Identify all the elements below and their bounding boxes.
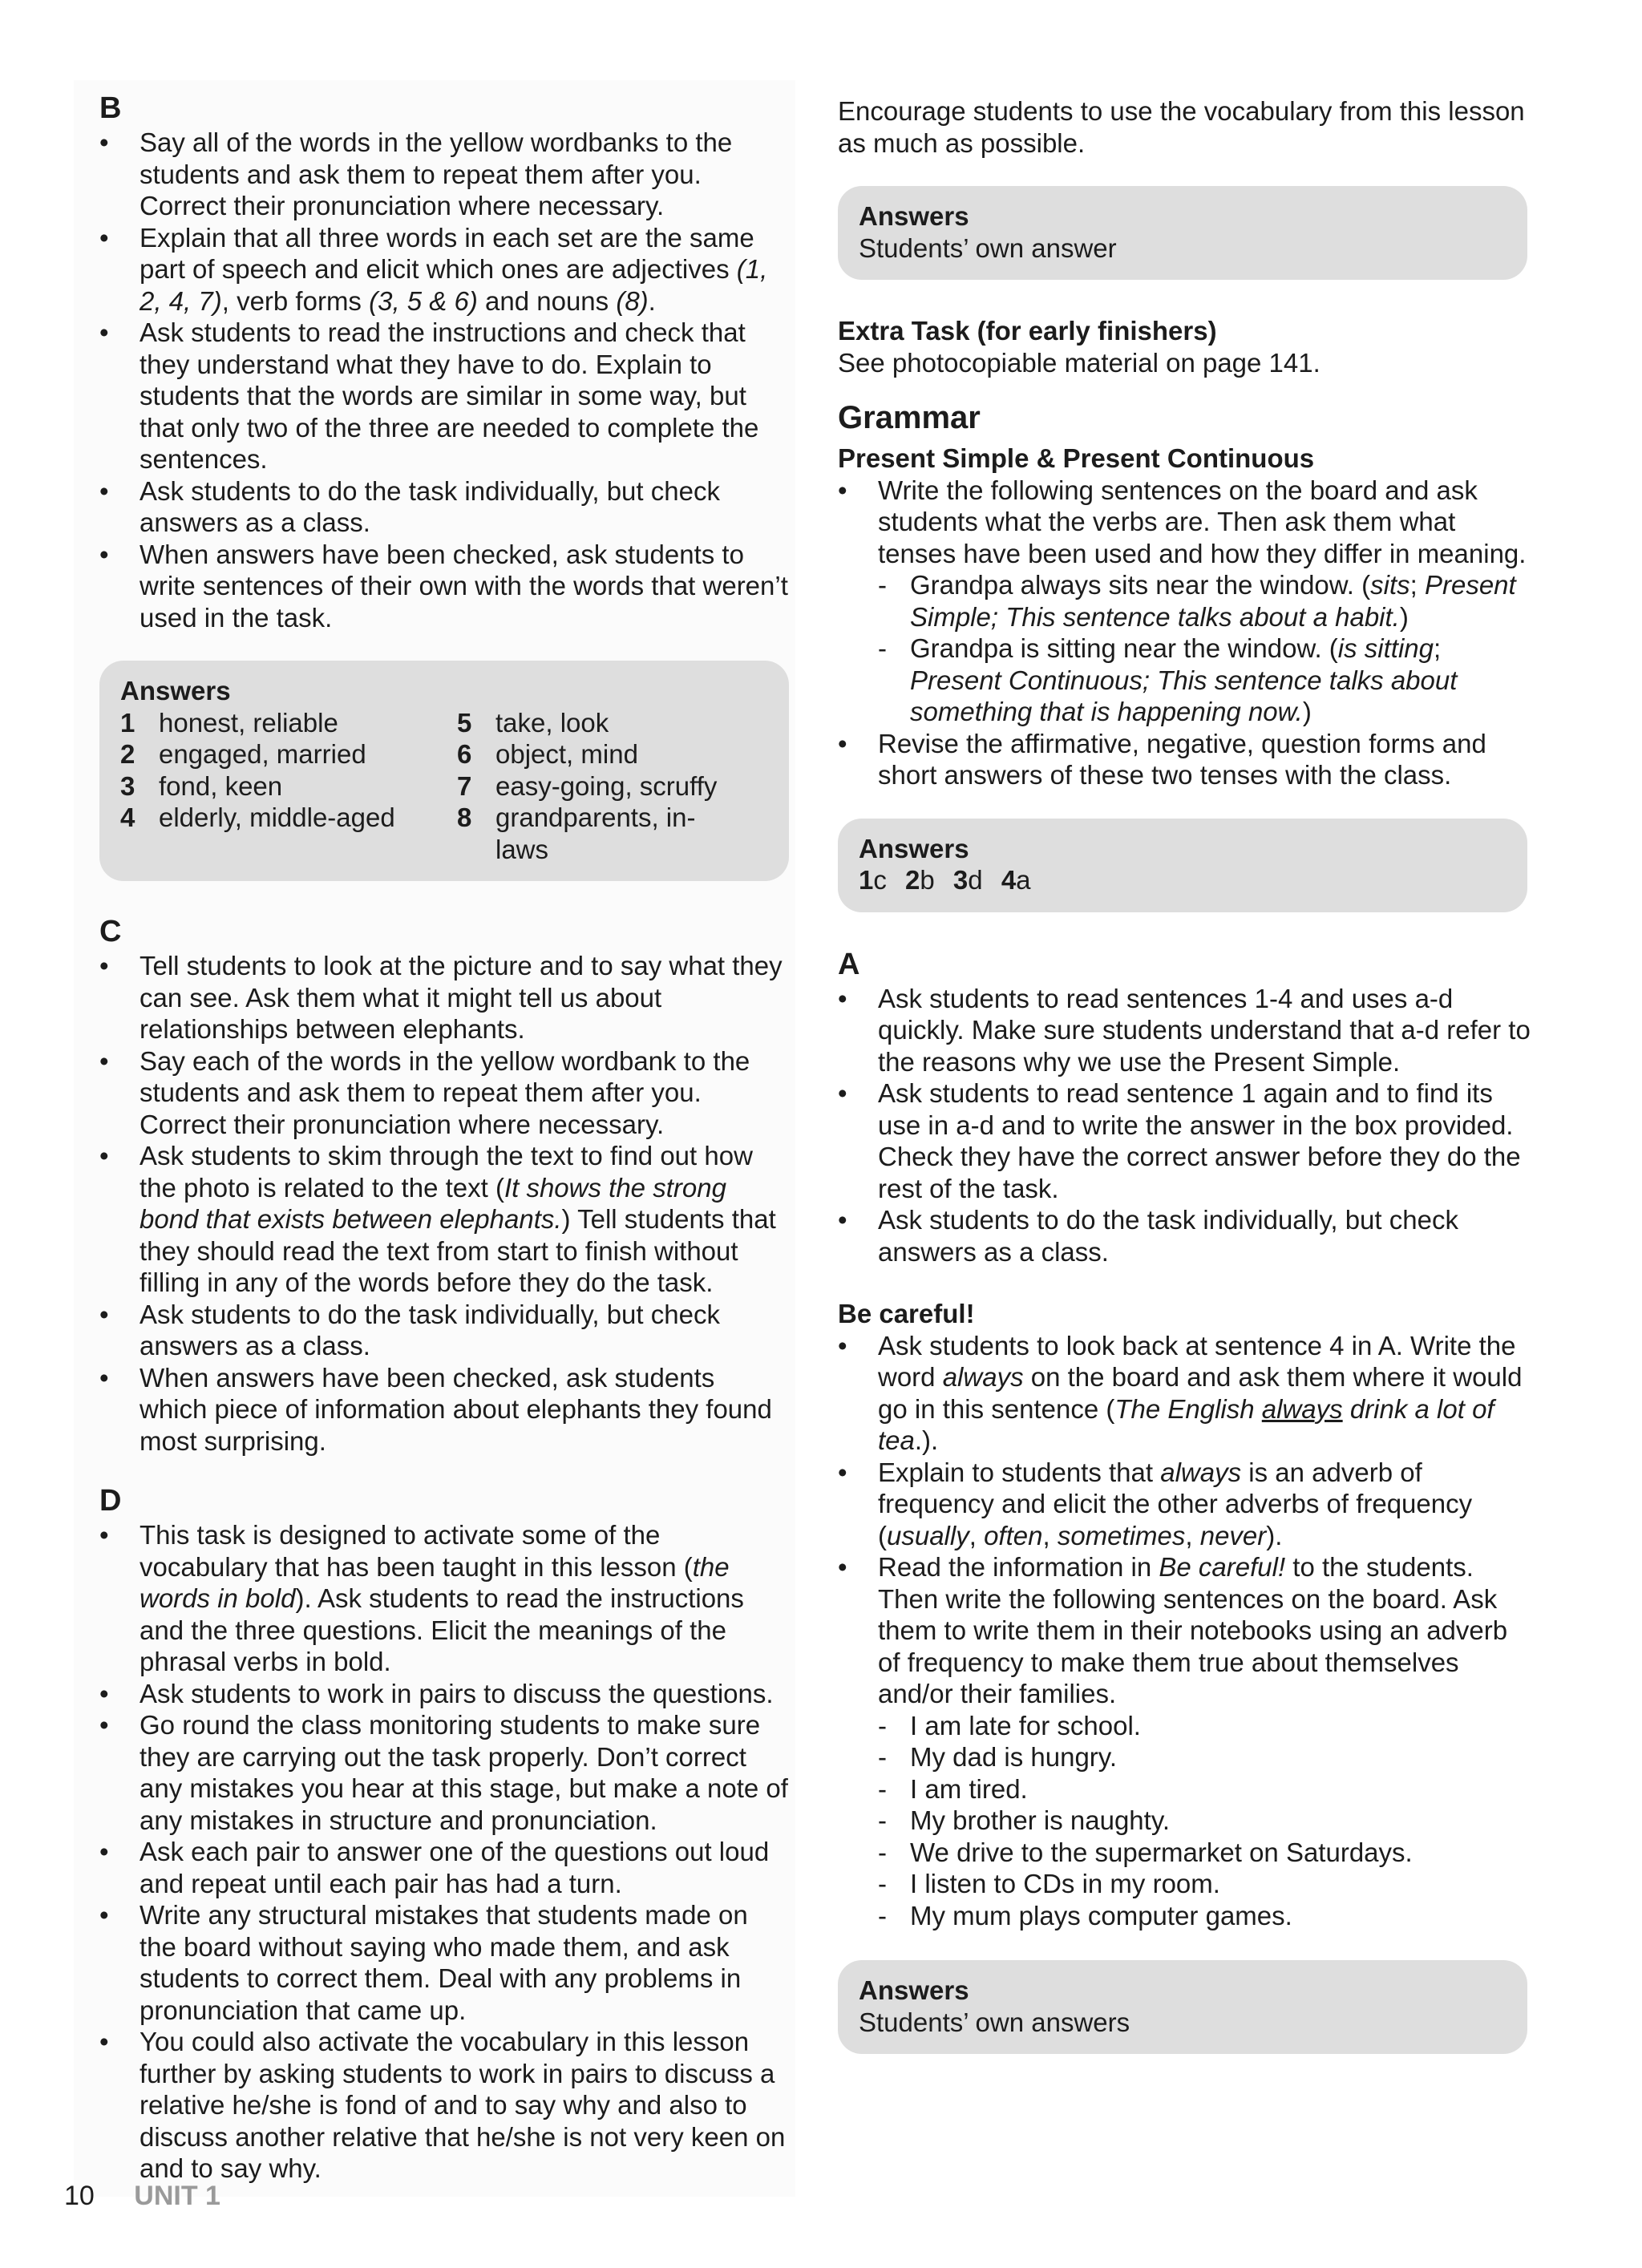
section-d-list xyxy=(99,1519,789,2185)
answer-item: 1 honest, reliable xyxy=(120,707,338,738)
list-item: • Ask students to read the instructions and check that they understand what they have to do. Explain to students that the words are similar in some way, but that only two of the three are needed to complete the sentences. xyxy=(99,317,789,475)
answers-title: Answers xyxy=(120,676,231,705)
list-item: • When answers have been checked, ask students to write sentences of their own with the words that weren’t used in the task. xyxy=(99,539,789,634)
list-item: • Explain that all three words in each set are the same part of speech and elicit which ones are adjectives (1, 2, 4, 7), verb forms (3, 5 & 6) and nouns (8). xyxy=(99,222,789,317)
answer-item: 4 elderly, middle-aged xyxy=(120,802,395,832)
grammar-list xyxy=(838,475,1535,791)
list-item: • Ask students to work in pairs to discuss the questions. xyxy=(99,1678,789,1710)
list-item: • Say each of the words in the yellow wordbank to the students and ask them to repeat them after you. Correct their pronunciation where necessary. xyxy=(99,1045,789,1141)
sentence-item: - My brother is naughty. xyxy=(878,1805,1535,1837)
answers-box-b xyxy=(99,661,789,881)
answers-title: Answers xyxy=(859,201,969,231)
answer-item: 2 engaged, married xyxy=(120,739,366,769)
be-careful-list xyxy=(838,1330,1535,1932)
example-item: - Grandpa is sitting near the window. (is sitting; Present Continuous; This sentence talks about something that is happening now.) xyxy=(878,633,1535,728)
section-a-heading: A xyxy=(838,947,860,981)
page-footer xyxy=(64,2181,220,2212)
sentence-item: - My dad is hungry. xyxy=(878,1741,1535,1773)
section-c-heading: C xyxy=(99,915,122,948)
unit-label: UNIT 1 xyxy=(134,2181,220,2211)
answer-item: 6 object, mind xyxy=(457,739,638,769)
list-item: • Go round the class monitoring students to make sure they are carrying out the task properly. Don’t correct any mistakes you hear at this stage, but make a note of any mistakes in structure and pronunciation. xyxy=(99,1709,789,1836)
list-item: • This task is designed to activate some of the vocabulary that has been taught in this lesson (the words in bold). Ask students to read the instructions and the three questions. Elicit the meanings of the phrasal verbs in bold. xyxy=(99,1519,789,1678)
list-item: • Revise the affirmative, negative, question forms and short answers of these two tenses with the class. xyxy=(838,728,1535,791)
list-item: • Ask students to do the task individually, but check answers as a class. xyxy=(838,1204,1535,1267)
list-item: • Ask students to do the task individually, but check answers as a class. xyxy=(99,475,789,539)
answers-title: Answers xyxy=(859,1975,969,2005)
answer-item: 8 grandparents, in-laws xyxy=(457,802,696,864)
list-item: • When answers have been checked, ask students which piece of information about elephants they found most surprising. xyxy=(99,1362,789,1457)
answers-title: Answers xyxy=(859,833,969,863)
answers-grid xyxy=(120,707,768,866)
list-item: • Say all of the words in the yellow wordbanks to the students and ask them to repeat them after you. Correct their pronunciation where necessary. xyxy=(99,127,789,222)
answer-item: 3 fond, keen xyxy=(120,770,283,801)
list-item: • Write any structural mistakes that students made on the board without saying who made them, and ask students to correct them. Deal with any problems in pronunciation that came up. xyxy=(99,1899,789,2026)
section-c-list xyxy=(99,950,789,1457)
example-list xyxy=(878,569,1535,728)
answer-item: 5 take, look xyxy=(457,707,609,738)
list-item: • Write the following sentences on the board and ask students what the verbs are. Then ask them what tenses have been used and how they differ in meaning. - Grandpa always sits near the window. (sits; Present Simple; This sentence talks about a habit.) - Grandpa is sitting near the window. (is sitting; Present Continuous; This sentence talks about something that is happening now.) xyxy=(838,475,1535,728)
sentence-item: - My mum plays computer games. xyxy=(878,1900,1535,1932)
example-item: - Grandpa always sits near the window. (sits; Present Simple; This sentence talks about a habit.) xyxy=(878,569,1535,633)
grammar-subheading: Present Simple & Present Continuous xyxy=(838,443,1315,473)
list-item: • Ask students to read sentences 1-4 and uses a-d quickly. Make sure students understand that a-d refer to the reasons why we use the Present Simple. xyxy=(838,983,1535,1078)
answers-box-grammar xyxy=(838,819,1527,912)
sentence-item: - We drive to the supermarket on Saturdays. xyxy=(878,1837,1535,1869)
intro-paragraph: Encourage students to use the vocabulary from this lesson as much as possible. xyxy=(838,96,1525,158)
sentence-item: - I am tired. xyxy=(878,1773,1535,1805)
sentence-list xyxy=(878,1710,1535,1932)
answers-box-vocab xyxy=(838,186,1527,280)
sentence-item: - I listen to CDs in my room. xyxy=(878,1868,1535,1900)
list-item: • Ask students to skim through the text to find out how the photo is related to the text (It shows the strong bond that exists between elephants.) Tell students that they should read the text from start to finish without filling in any of the words before they do the task. xyxy=(99,1140,789,1299)
list-item: • You could also activate the vocabulary in this lesson further by asking students to work in pairs to discuss a relative he/she is fond of and to say why and also to discuss another relative that he/she is not very keen on and to say why. xyxy=(99,2026,789,2185)
sentence-item: - I am late for school. xyxy=(878,1710,1535,1742)
answer-codes: 1c 2b 3d 4a xyxy=(859,865,1031,895)
list-item: • Tell students to look at the picture and to say what they can see. Ask them what it might tell us about relationships between elephants. xyxy=(99,950,789,1045)
be-careful-title: Be careful! xyxy=(838,1299,975,1328)
answers-text: Students’ own answer xyxy=(859,232,1117,263)
right-column xyxy=(838,95,1535,2054)
answers-text: Students’ own answers xyxy=(859,2007,1130,2037)
extra-task-text: See photocopiable material on page 141. xyxy=(838,347,1320,378)
list-item: • Ask students to read sentence 1 again and to find its use in a-d and to write the answer in the box provided. Check they have the correct answer before they do the rest of the task. xyxy=(838,1077,1535,1204)
page-number: 10 xyxy=(64,2181,95,2211)
section-b-heading: B xyxy=(99,91,122,125)
list-item: • Read the information in Be careful! to the students. Then write the following sentences on the board. Ask them to write them in their notebooks using an adverb of frequency to make them true about themselves and/or their families. - I am late for school. - My dad is hungry. - I am tired. - My brother is naughty. - We drive to the supermarket on Saturdays. - I listen to CDs in my room. - My mum plays computer games. xyxy=(838,1551,1535,1931)
left-column xyxy=(99,90,789,2185)
section-d-heading: D xyxy=(99,1484,122,1518)
extra-task-title: Extra Task (for early finishers) xyxy=(838,316,1217,346)
answer-item: 7 easy-going, scruffy xyxy=(457,770,718,801)
grammar-heading: Grammar xyxy=(838,400,981,435)
section-b-list xyxy=(99,127,789,633)
list-item: • Ask students to do the task individually, but check answers as a class. xyxy=(99,1299,789,1362)
list-item: • Explain to students that always is an adverb of frequency and elicit the other adverbs of frequency (usually, often, sometimes, never). xyxy=(838,1457,1535,1552)
answers-box-be-careful xyxy=(838,1960,1527,2054)
list-item: • Ask each pair to answer one of the questions out loud and repeat until each pair has had a turn. xyxy=(99,1836,789,1899)
section-a-list xyxy=(838,983,1535,1268)
list-item: • Ask students to look back at sentence 4 in A. Write the word always on the board and ask them where it would go in this sentence (The English always drink a lot of tea.). xyxy=(838,1330,1535,1457)
